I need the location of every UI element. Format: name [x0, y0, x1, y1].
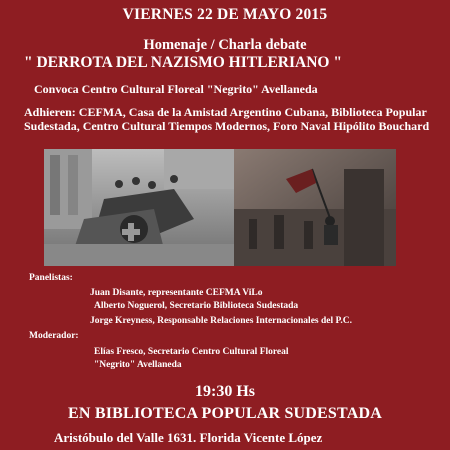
moderador-label: Moderador: — [29, 331, 79, 341]
right-photo — [234, 149, 396, 266]
panelista-item: Juan Disante, representante CEFMA ViLo — [90, 288, 263, 298]
event-address: Aristóbulo del Valle 1631. Florida Vicente López — [54, 430, 323, 445]
event-time: 19:30 Hs — [195, 383, 255, 400]
moderador-line: Elías Fresco, Secretario Centro Cultural Floreal — [94, 347, 289, 357]
historical-photos — [44, 149, 396, 266]
panelistas-label: Panelistas: — [29, 273, 73, 283]
adhieren-text: Adhieren: CEFMA, Casa de la Amistad Argentino Cubana, Biblioteca Popular Sudestada, Centro Cultural Tiempos Modernos, Foro Naval Hipólito Bouchard — [24, 105, 430, 133]
panelista-item: Alberto Noguerol, Secretario Biblioteca Sudestada — [94, 301, 299, 311]
convoca-line: Convoca Centro Cultural Floreal "Negrito" Avellaneda — [34, 82, 318, 96]
left-photo — [44, 149, 234, 266]
event-title: " DERROTA DEL NAZISMO HITLERIANO " — [24, 54, 342, 71]
event-venue: EN BIBLIOTECA POPULAR SUDESTADA — [68, 405, 382, 422]
panelista-item: Jorge Kreyness, Responsable Relaciones Internacionales del P.C. — [90, 316, 353, 326]
event-type: Homenaje / Charla debate — [143, 37, 307, 53]
moderador-line: "Negrito" Avellaneda — [94, 360, 182, 370]
event-date: VIERNES 22 DE MAYO 2015 — [122, 6, 328, 23]
